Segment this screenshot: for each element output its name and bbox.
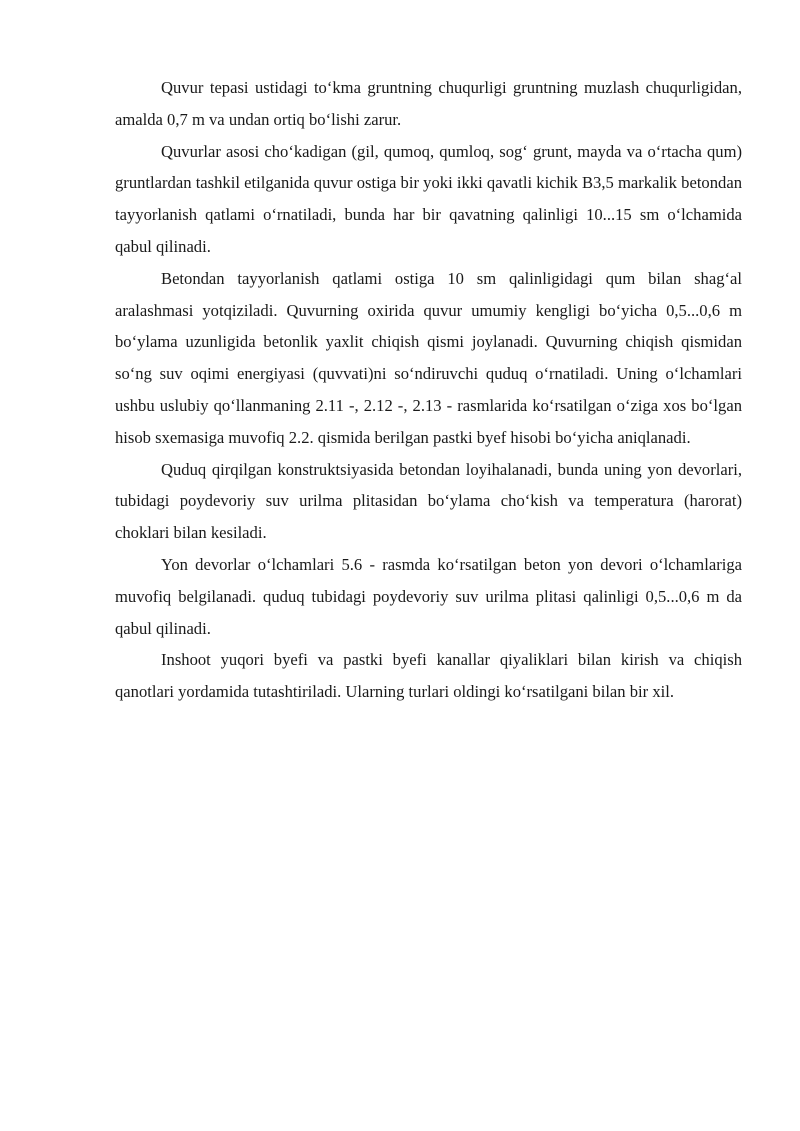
paragraph-5: Yon devorlar o‘lchamlari 5.6 - rasmda ko‘rsatilgan beton yon devori o‘lchamlariga muvofiq belgilanadi. quduq tubidagi poydevoriy suv urilma plitasi qalinligi 0,5...0,6 m da qabul qilinadi.	[115, 554, 742, 638]
paragraph-6: Inshoot yuqori byefi va pastki byefi kanallar qiyaliklari bilan kirish va chiqish qanotlari yordamida tutashtiriladi. Ularning turlari oldingi ko‘rsatilgani bilan bir xil.	[115, 650, 742, 702]
paragraph-3: Betondan tayyorlanish qatlami ostiga 10 sm qalinligidagi qum bilan shag‘al aralashmasi yotqiziladi. Quvurning oxirida quvur umumiy kengligi bo‘yicha 0,5...0,6 m bo‘ylama uzunligida betonlik yaxlit chiqish qismi joylanadi. Quvurning chiqish qismidan so‘ng suv oqimi energiyasi (quvvati)ni so‘ndiruvchi quduq o‘rnatiladi. Uning o‘lchamlari ushbu uslubiy qo‘llanmaning 2.11 -, 2.12 -, 2.13 - rasmlarida ko‘rsatilgan o‘ziga xos bo‘lgan hisob sxemasiga muvofiq 2.2. qismida berilgan pastki byef hisobi bo‘yicha aniqlanadi.	[115, 268, 742, 447]
paragraph-4: Quduq qirqilgan konstruktsiyasida betondan loyihalanadi, bunda uning yon devorlari, tubidagi poydevoriy suv urilma plitasidan bo‘ylama cho‘kish va temperatura (harorat) choklari bilan kesiladi.	[115, 459, 742, 543]
paragraph-2: Quvurlar asosi cho‘kadigan (gil, qumoq, qumloq, sog‘ grunt, mayda va o‘rtacha qum) gruntlardan tashkil etilganida quvur ostiga bir yoki ikki qavatli kichik B3,5 markalik betondan tayyorlanish qatlami o‘rnatiladi, bunda har bir qavatning qalinligi 10...15 sm o‘lchamida qabul qilinadi.	[115, 141, 742, 256]
paragraph-1: Quvur tepasi ustidagi to‘kma gruntning chuqurligi gruntning muzlash chuqurligidan, amalda 0,7 m va undan ortiq bo‘lishi zarur.	[115, 78, 742, 129]
document-body	[115, 72, 742, 708]
